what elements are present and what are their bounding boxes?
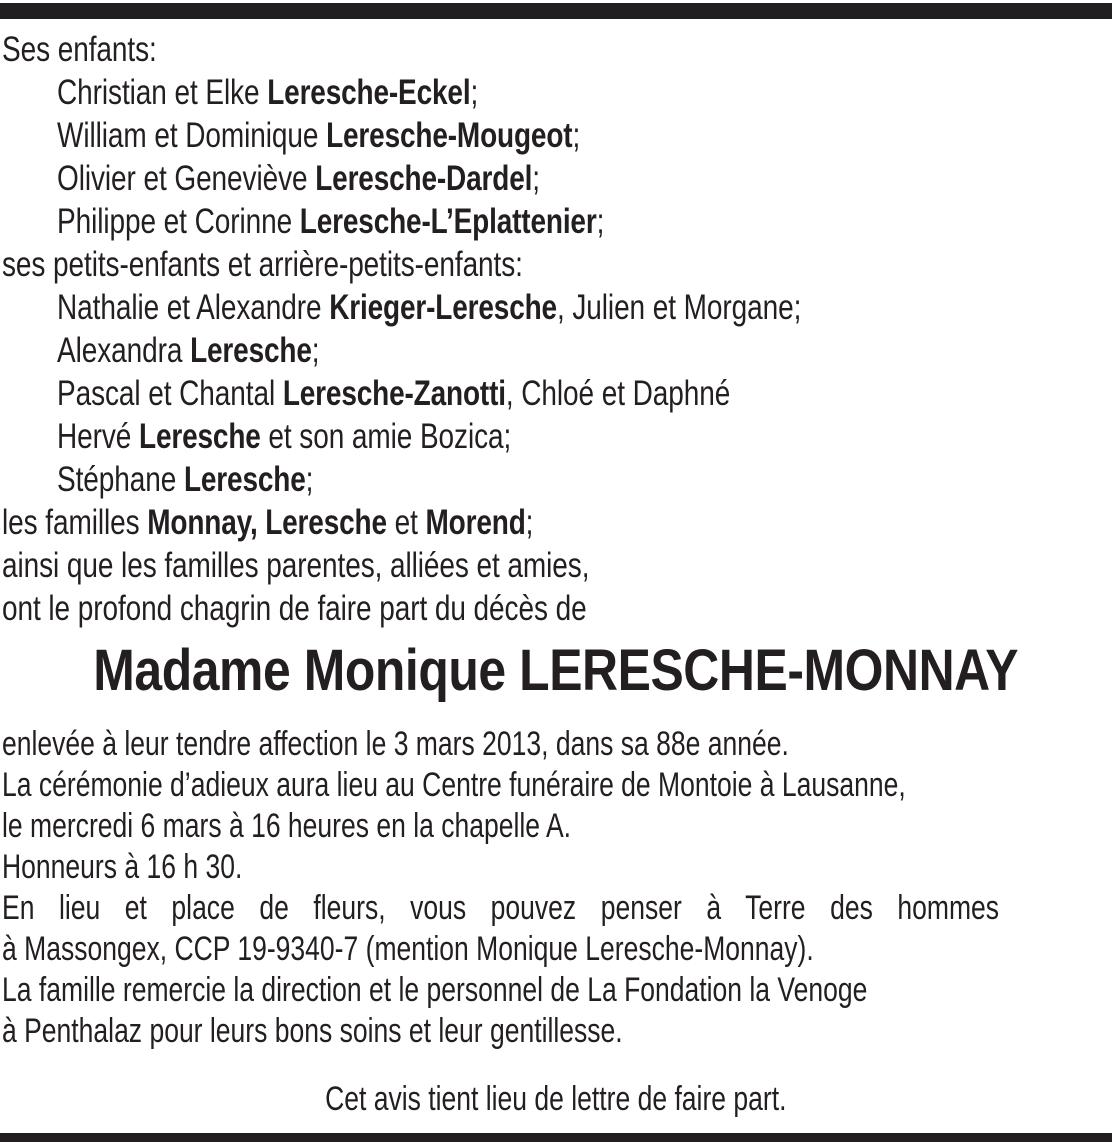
survivor-line: [2, 544, 1110, 587]
family-name: Leresche-Eckel: [267, 73, 471, 112]
line-text: Hervé: [57, 417, 139, 456]
line-text: Pascal et Chantal: [57, 374, 283, 413]
survivor-line: [2, 415, 1110, 458]
survivor-line: [2, 157, 1110, 200]
line-text: Nathalie et Alexandre: [57, 288, 330, 327]
line-text: les familles: [2, 503, 148, 542]
line-text: Christian et Elke: [57, 73, 268, 112]
family-name: Leresche: [139, 417, 261, 456]
detail-line-text: En lieu et place de fleurs, vous pouvez penser à Terre des hommes: [2, 889, 1000, 927]
line-text: ont le profond chagrin de faire part du décès de: [2, 589, 587, 628]
closing-spacer: [2, 1052, 1110, 1079]
detail-line: [2, 724, 1110, 765]
detail-line-text: à Penthalaz pour leurs bons soins et leur gentillesse.: [2, 1012, 623, 1050]
funeral-details-block: [2, 724, 1110, 1120]
closing-line: [2, 1079, 1110, 1120]
line-text: ;: [525, 503, 534, 542]
survivor-line: [2, 329, 1110, 372]
detail-line: [2, 806, 1110, 847]
line-text: Ses enfants:: [2, 30, 157, 69]
detail-line-text: le mercredi 6 mars à 16 heures en la chapelle A.: [2, 807, 572, 845]
deceased-name-text: Madame Monique LERESCHE-MONNAY: [93, 638, 1019, 703]
deceased-name-heading: [0, 640, 1112, 702]
line-text: ;: [305, 460, 314, 499]
line-text: Olivier et Geneviève: [57, 159, 316, 198]
survivor-line: [2, 501, 1110, 544]
detail-line: [2, 1011, 1110, 1052]
line-text: ;: [311, 331, 320, 370]
survivor-line: [2, 71, 1110, 114]
line-text: Alexandra: [57, 331, 191, 370]
line-text: et: [386, 503, 426, 542]
detail-line-text: Honneurs à 16 h 30.: [2, 848, 243, 886]
survivor-line: [2, 114, 1110, 157]
line-text: , Chloé et Daphné: [505, 374, 731, 413]
line-text: ses petits-enfants et arrière-petits-enfants:: [2, 245, 523, 284]
survivor-line: [2, 372, 1110, 415]
detail-line-text: à Massongex, CCP 19-9340-7 (mention Monique Leresche-Monnay).: [2, 930, 814, 968]
line-text: William et Dominique: [57, 116, 327, 155]
line-text: Stéphane: [57, 460, 184, 499]
line-text: ;: [596, 202, 605, 241]
family-name: Leresche: [183, 460, 306, 499]
line-text: et son amie Bozica;: [260, 417, 512, 456]
line-text: ;: [572, 116, 581, 155]
family-name: Leresche-L’Eplattenier: [299, 202, 597, 241]
survivor-line: [2, 28, 1110, 71]
line-text: Philippe et Corinne: [57, 202, 300, 241]
survivor-line: [2, 286, 1110, 329]
family-name: Leresche-Mougeot: [326, 116, 573, 155]
bottom-divider-rule: [0, 1133, 1112, 1142]
detail-line: [2, 929, 1110, 970]
detail-line-text: La cérémonie d’adieux aura lieu au Centre funéraire de Montoie à Lausanne,: [2, 766, 906, 804]
survivor-line: [2, 458, 1110, 501]
family-name: Morend: [425, 503, 526, 542]
survivor-line: [2, 243, 1110, 286]
line-text: , Julien et Morgane;: [556, 288, 802, 327]
detail-line-text: La famille remercie la direction et le personnel de La Fondation la Venoge: [2, 971, 868, 1009]
line-text: ;: [532, 159, 540, 198]
family-name: Leresche: [190, 331, 312, 370]
detail-line-text: enlevée à leur tendre affection le 3 mars 2013, dans sa 88e année.: [2, 725, 789, 763]
detail-line: [2, 765, 1110, 806]
family-name: Krieger-Leresche: [329, 288, 557, 327]
family-name: Monnay, Leresche: [147, 503, 387, 542]
closing-line-text: Cet avis tient lieu de lettre de faire part.: [325, 1080, 787, 1118]
survivor-line: [2, 200, 1110, 243]
detail-line: [2, 847, 1110, 888]
survivors-list-block: [2, 28, 1110, 630]
line-text: ainsi que les familles parentes, alliées et amies,: [2, 546, 590, 585]
detail-line: [2, 970, 1110, 1011]
survivor-line: [2, 587, 1110, 630]
family-name: Leresche-Dardel: [315, 159, 533, 198]
detail-line: [2, 888, 1110, 929]
line-text: ;: [470, 73, 479, 112]
family-name: Leresche-Zanotti: [282, 374, 506, 413]
top-divider-rule: [0, 3, 1112, 19]
